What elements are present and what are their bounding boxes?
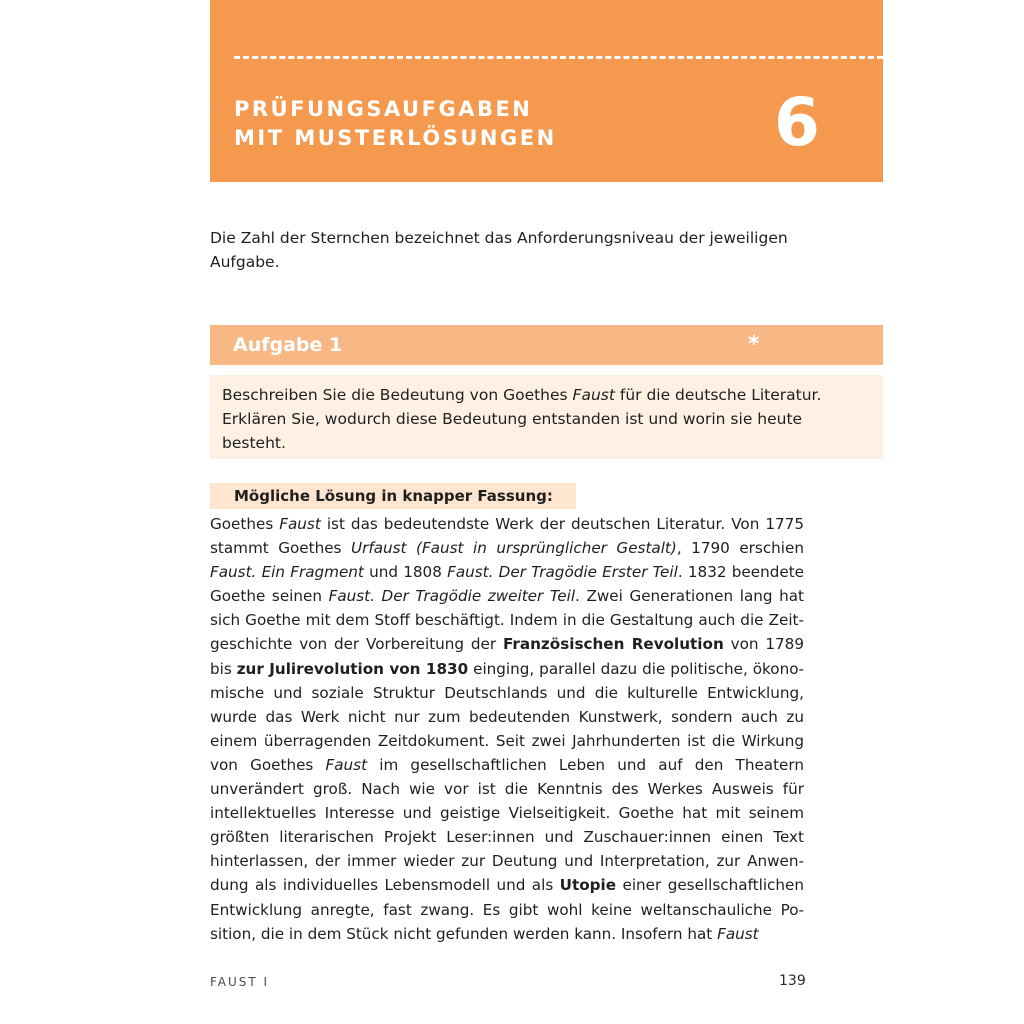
work-title: Faust: [325, 755, 368, 774]
running-footer-title: FAUST I: [210, 975, 270, 989]
work-title: Faust: [279, 515, 321, 533]
key-term: Utopie: [559, 876, 617, 895]
text-run: und 1808: [363, 563, 448, 582]
text-run: . 1832 beendete Goethe seinen: [210, 563, 804, 606]
text-run: von 1789 bis: [210, 635, 804, 678]
work-title: Faust. Der Tragödie zweiter Teil: [328, 587, 576, 606]
solution-label: [210, 483, 576, 509]
chapter-title-line-1: PRÜFUNGSAUFGABEN: [234, 97, 533, 121]
text-run: ist das bedeutendste Werk der deutschen Literatur. Von 1775 stammt Goethes: [210, 515, 804, 558]
chapter-title-line-2: MIT MUSTERLÖSUNGEN: [234, 126, 557, 150]
solution-label-text: Mögliche Lösung in knapper Fassung:: [234, 487, 553, 505]
task-title: Aufgabe 1: [233, 334, 343, 356]
text-run: , 1790 erschien: [676, 539, 804, 558]
work-title: Faust: [717, 924, 759, 943]
text-run: Goethes: [210, 515, 280, 533]
text-run: einer gesellschaftlichen Entwicklung anregte, fast zwang. Es gibt wohl keine weltanschauliche Position, die in dem Stück nicht gefunden werden kann. Insofern hat: [210, 876, 804, 943]
solution-paragraph: [210, 512, 804, 946]
chapter-title: [234, 95, 557, 153]
task-work-title: Faust: [572, 386, 615, 404]
dashed-divider: [234, 56, 883, 59]
key-term: Französischen Revolution: [502, 635, 724, 654]
task-header: [210, 325, 883, 365]
chapter-number: 6: [774, 84, 820, 161]
chapter-header: [210, 0, 883, 182]
work-title: Faust. Der Tragödie Erster Teil: [447, 563, 678, 582]
key-term: zur Julirevolution von 1830: [236, 659, 469, 678]
task-text: Beschreiben Sie die Bedeutung von Goethes Faust für die deutsche Literatur. Erklären Sie, wodurch diese Bedeutung entstanden ist und worin sie heute besteht.: [222, 386, 822, 452]
task-box: [210, 375, 883, 459]
text-run: einging, parallel dazu die politische, ökonomische und soziale Struktur Deutschlands und die kulturelle Entwicklung, wurde das Werk nicht nur zum bedeutenden Kunstwerk, sondern auch zu einem überragenden Zeitdokument. Seit zwei Jahrhunderten ist die Wirkung von Goethes: [210, 659, 804, 774]
text-run: im gesellschaftlichen Leben und auf den Theatern unverändert groß. Nach wie vor ist die Kenntnis des Werkes Ausweis für intellektuelles Interesse und geistige Vielseitigkeit. Goethe hat mit seinem größten literarischen Projekt Leser:innen und Zuschauer:innen einen Text hinterlassen, der immer wieder zur Deutung und Interpretation, zur Anwendung als individuelles Lebensmodell und als: [210, 755, 804, 895]
work-title: Faust. Ein Fragment: [210, 563, 364, 582]
difficulty-stars: *: [748, 332, 760, 357]
text-run: . Zwei Generationen lang hat sich Goethe mit dem Stoff beschäftigt. Indem in die Gestaltung auch die Zeitgeschichte von der Vorbereitung der: [210, 587, 804, 654]
work-title: Urfaust (Faust in ursprünglicher Gestalt): [351, 539, 677, 558]
intro-paragraph: Die Zahl der Sternchen bezeichnet das Anforderungsniveau der jeweiligen Aufgabe.: [210, 229, 788, 271]
page-number: 139: [779, 973, 806, 989]
